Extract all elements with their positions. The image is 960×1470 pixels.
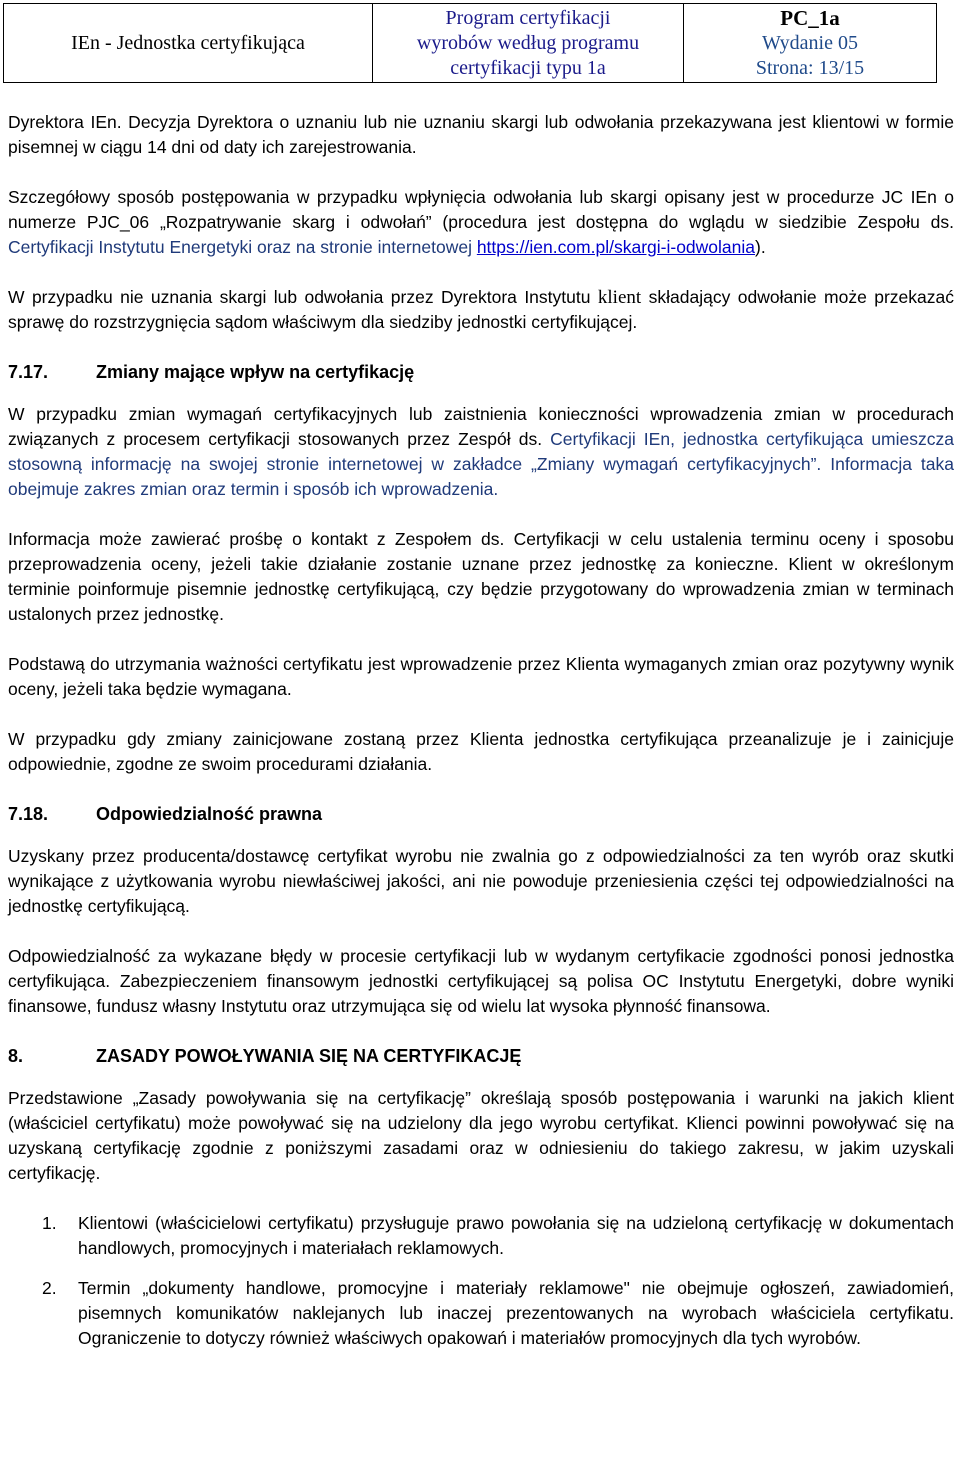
header-org-cell [4, 4, 373, 82]
paragraph-changes-blue: Certyfikacji IEn, jednostka certyfikująca umieszcza stosowną informację na swojej stronie internetowej w zakładce „Zmiany wymagań certyfikacyjnych”. Informacja taka obejmuje zakres zmian oraz termin i sposób ich wprowadzenia. [8, 429, 954, 499]
paragraph-changes-text: W przypadku zmian wymagań certyfikacyjnych lub zaistnienia konieczności wprowadzenia zmian w procedurach związanych z procesem certyfikacji stosowanych przez Zespół ds. [8, 404, 954, 449]
complaints-link[interactable]: https://ien.com.pl/skargi-i-odwolania [476, 237, 756, 257]
section-heading-8 [8, 1044, 954, 1068]
paragraph-procedure-end: ). [755, 237, 766, 257]
list-item [8, 1276, 954, 1351]
list-item [8, 1211, 954, 1261]
section-number: 7.18. [8, 804, 49, 824]
document-body [8, 110, 954, 1366]
section-heading-7-17 [8, 360, 954, 384]
header-program-cell [373, 4, 684, 82]
header-program-line1: Program certyfikacji [445, 6, 611, 29]
paragraph-court-text: W przypadku nie uznania skargi lub odwołania przez Dyrektora Instytutu [8, 287, 598, 307]
header-edition: Wydanie 05 [762, 31, 858, 54]
list-item-number: 2. [42, 1278, 57, 1298]
paragraph-court-end: składający odwołanie może przekazać sprawę do rozstrzygnięcia sądom właściwym dla siedziby jednostki certyfikującej. [8, 287, 954, 332]
section-title: ZASADY POWOŁYWANIA SIĘ NA CERTYFIKACJĘ [96, 1046, 522, 1066]
paragraph-validity: Podstawą do utrzymania ważności certyfikatu jest wprowadzenie przez Klienta wymaganych zmian oraz pozytywny wynik oceny, jeżeli taka będzie wymagana. [8, 654, 954, 699]
paragraph-changes [8, 402, 954, 502]
paragraph-client-changes: W przypadku gdy zmiany zainicjowane zostaną przez Klienta jednostka certyfikująca przeanalizuje je i zainicjuje odpowiednie, zgodne ze swoim procedurami działania. [8, 729, 954, 774]
header-code: PC_1a [780, 5, 840, 30]
header-page: Strona: 13/15 [755, 56, 865, 79]
paragraph-procedure-text: Szczegółowy sposób postępowania w przypadku wpłynięcia odwołania lub skargi opisany jest w procedurze JC IEn o numerze PJC_06 „Rozpatrywanie skarg i odwołań” (procedura jest dostępna do wglądu w siedzibie Zespołu ds. [8, 187, 954, 232]
header-program-line2: wyrobów według programu [416, 31, 640, 54]
section-number: 8. [8, 1046, 24, 1066]
list-item-text: Klientowi (właścicielowi certyfikatu) przysługuje prawo powołania się na udzieloną certyfikację w dokumentach handlowych, promocyjnych i materiałach reklamowych. [78, 1213, 954, 1258]
paragraph-procedure-blue: Certyfikacji Instytutu Energetyki oraz na stronie internetowej [8, 237, 477, 257]
paragraph-court [8, 285, 954, 335]
list-item-text: Termin „dokumenty handlowe, promocyjne i materiały reklamowe" nie obejmuje ogłoszeń, zawiadomień, pisemnych komunikatów naklejanych lub inaczej prezentowanych na wyrobach właściciela certyfikatu. Ograniczenie to dotyczy również właściwych opakowań i materiałów promocyjnych dla tych wyrobów. [78, 1278, 954, 1348]
paragraph-liability: Uzyskany przez producenta/dostawcę certyfikat wyrobu nie zwalnia go z odpowiedzialności za ten wyrób oraz skutki wynikające z użytkowania wyrobu niewłaściwej jakości, ani nie powoduje przeniesienia części tej odpowiedzialności na jednostkę certyfikującą. [8, 846, 954, 916]
section-heading-7-18 [8, 802, 954, 826]
paragraph-procedure [8, 185, 954, 260]
paragraph-rules: Przedstawione „Zasady powoływania się na certyfikację” określają sposób postępowania i warunki na jakich klient (właściciel certyfikatu) może powoływać się na udzielony dla jego wyrobu certyfikat. Klienci powinni powoływać się na uzyskaną certyfikację zgodnie z poniższymi zasadami oraz w odniesieniu do takiego zakresu, w jakim uzyskali certyfikację. [8, 1088, 954, 1183]
header-org: IEn - Jednostka certyfikująca [71, 31, 305, 54]
rules-list [8, 1211, 954, 1351]
paragraph-contact: Informacja może zawierać prośbę o kontakt z Zespołem ds. Certyfikacji w celu ustalenia terminu oceny i sposobu przeprowadzenia oceny, jeżeli takie działanie zostanie uznane przez jednostkę za konieczne. Klient w określonym terminie poinformuje pisemnie jednostkę certyfikującą, czy będzie przygotowany do wprowadzenia zmian w terminach ustalonych przez jednostkę. [8, 529, 954, 624]
header-meta-cell [684, 4, 936, 82]
section-title: Zmiany mające wpływ na certyfikację [96, 362, 415, 382]
list-item-number: 1. [42, 1213, 57, 1233]
section-title: Odpowiedzialność prawna [96, 804, 323, 824]
paragraph-decision: Dyrektora IEn. Decyzja Dyrektora o uznaniu lub nie uznaniu skargi lub odwołania przekazywana jest klientowi w formie pisemnej w ciągu 14 dni od daty ich zarejestrowania. [8, 112, 954, 157]
paragraph-errors: Odpowiedzialność za wykazane błędy w procesie certyfikacji lub w wydanym certyfikacie zgodności ponosi jednostka certyfikująca. Zabezpieczeniem finansowym jednostki certyfikującej są polisa OC Instytutu Energetyki, dobre wyniki finansowe, fundusz własny Instytutu oraz utrzymująca się od wielu lat wysoka płynność finansowa. [8, 946, 954, 1016]
header-program-line3: certyfikacji typu 1a [450, 56, 606, 79]
document-header [3, 3, 937, 83]
section-number: 7.17. [8, 362, 49, 382]
paragraph-court-word: klient [597, 287, 642, 308]
